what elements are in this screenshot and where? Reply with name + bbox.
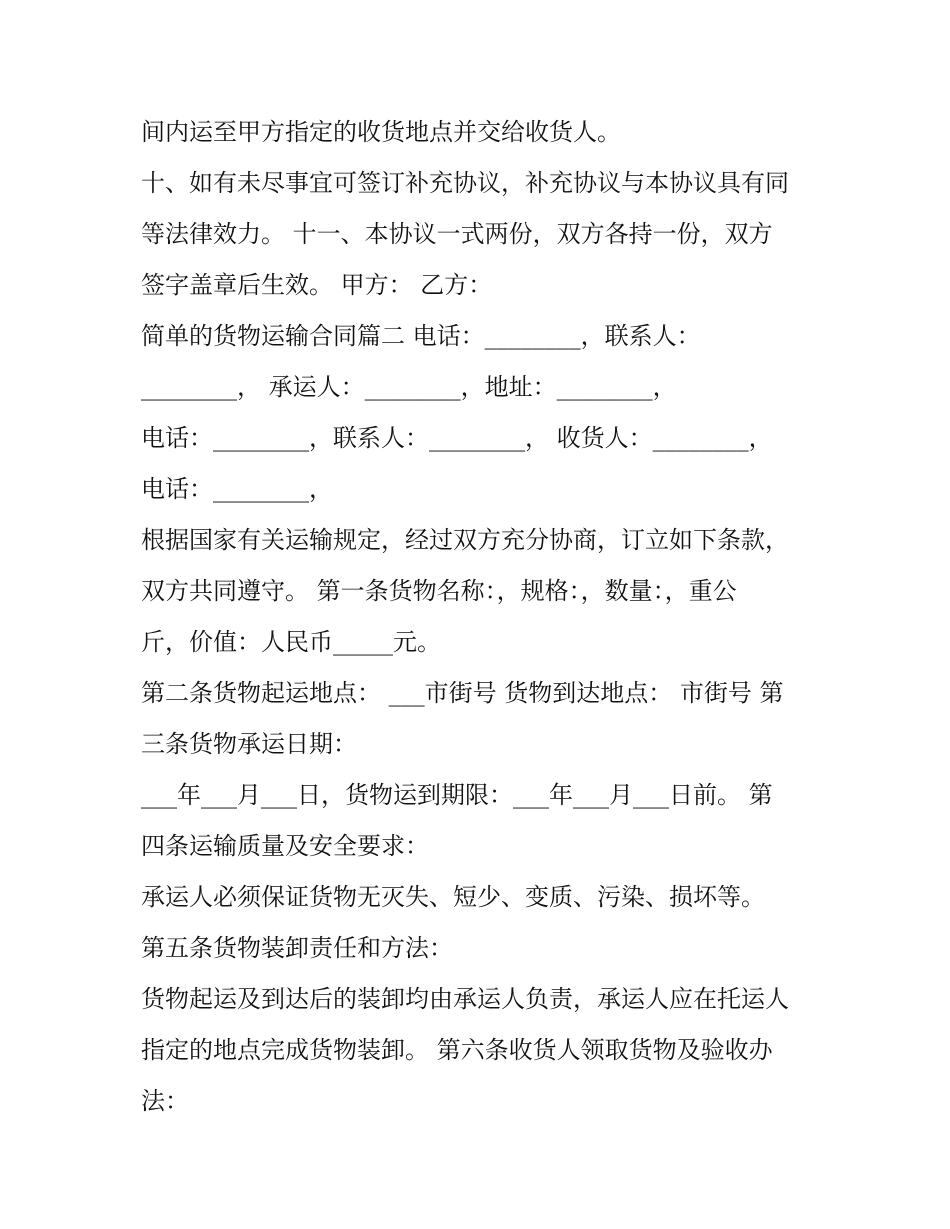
text-line: 货物起运及到达后的装卸均由承运人负责，承运人应在托运人 bbox=[141, 985, 789, 1013]
text-line: 指定的地点完成货物装卸。 第六条收货人领取货物及验收办 bbox=[141, 1036, 773, 1064]
text-line: 间内运至甲方指定的收货地点并交给收货人。 bbox=[141, 118, 621, 146]
text-line: 简单的货物运输合同篇二 电话：________，联系人： bbox=[141, 322, 701, 350]
contract-text bbox=[141, 107, 821, 1127]
text-line: ___年___月___日，货物运到期限：___年___月___日前。 第 bbox=[141, 781, 773, 809]
text-line: 双方共同遵守。 第一条货物名称：，规格：，数量：，重公 bbox=[141, 577, 737, 605]
text-line: 签字盖章后生效。 甲方： 乙方： bbox=[141, 271, 493, 299]
text-line: 电话：________，联系人：________， 收货人：________， bbox=[141, 424, 773, 452]
text-line: 等法律效力。 十一、本协议一式两份，双方各持一份，双方 bbox=[141, 220, 773, 248]
text-line: 法： bbox=[141, 1087, 189, 1115]
text-line: 根据国家有关运输规定，经过双方充分协商，订立如下条款， bbox=[141, 526, 789, 554]
text-line: ________， 承运人：________，地址：________， bbox=[141, 373, 677, 401]
text-line: 电话：________， bbox=[141, 475, 333, 503]
text-line: 承运人必须保证货物无灭失、短少、变质、污染、损坏等。 bbox=[141, 883, 765, 911]
text-line: 三条货物承运日期： bbox=[141, 730, 357, 758]
text-line: 斤，价值：人民币_____元。 bbox=[141, 628, 441, 656]
text-line: 四条运输质量及安全要求： bbox=[141, 832, 429, 860]
text-line: 第五条货物装卸责任和方法： bbox=[141, 934, 453, 962]
text-line: 十、如有未尽事宜可签订补充协议，补充协议与本协议具有同 bbox=[141, 169, 789, 197]
text-line: 第二条货物起运地点： ___市街号 货物到达地点： 市街号 第 bbox=[141, 679, 784, 707]
